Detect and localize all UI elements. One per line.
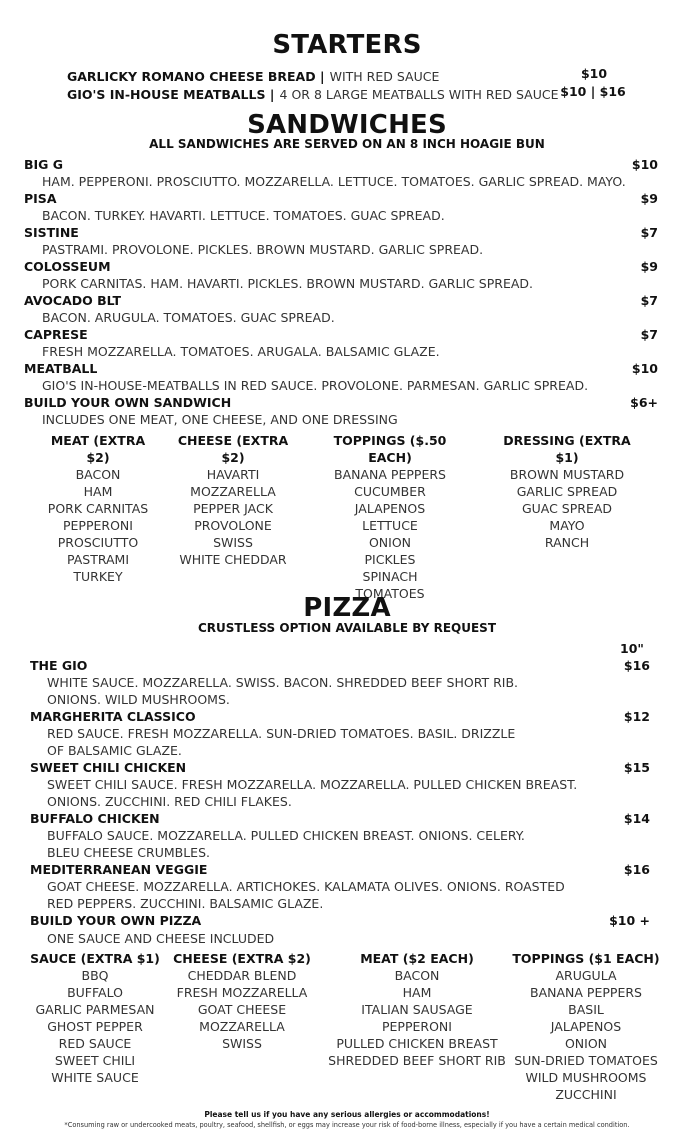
starter-item: [67, 66, 439, 85]
option-item: TURKEY: [73, 569, 123, 584]
option-item: RANCH: [544, 535, 590, 550]
pizza-price: $12: [623, 709, 650, 724]
option-item: CHEDDAR BLEND: [187, 968, 297, 983]
consumption-disclaimer: *Consuming raw or undercooked meats, poultry, seafood, shellfish, or eggs may increase your risk of food-borne illness, especially if you have a certain medical condition.: [64, 1121, 630, 1129]
pizza-cheese-options: [170, 950, 314, 1052]
option-item: BANANA PEPPERS: [530, 985, 642, 1000]
options-header: MEAT (EXTRA $2): [50, 433, 146, 465]
option-item: MOZZARELLA: [199, 1019, 285, 1034]
allergy-note: Please tell us if you have any serious allergies or accommodations!: [204, 1110, 490, 1119]
pizza-desc-cont: ONIONS. ZUCCHINI. RED CHILI FLAKES.: [47, 794, 292, 809]
option-item: BROWN MUSTARD: [509, 467, 625, 482]
option-item: PICKLES: [364, 552, 416, 567]
pizza-desc: BUFFALO SAUCE. MOZZARELLA. PULLED CHICKEN BREAST. ONIONS. CELERY.: [47, 828, 525, 843]
option-item: SWEET CHILI: [54, 1053, 136, 1068]
sandwich-name: BIG G: [24, 157, 64, 172]
option-item: MAYO: [549, 518, 585, 533]
option-item: JALAPENOS: [550, 1019, 622, 1034]
option-item: BANANA PEPPERS: [334, 467, 446, 482]
options-header: TOPPINGS ($.50 EACH): [333, 433, 447, 465]
sandwich-price: $9: [640, 259, 658, 274]
pizza-name: MARGHERITA CLASSICO: [30, 709, 196, 724]
starters-heading: STARTERS: [272, 30, 422, 60]
pizza-desc-cont: BLEU CHEESE CRUMBLES.: [47, 845, 210, 860]
option-item: ITALIAN SAUSAGE: [361, 1002, 473, 1017]
options-header: CHEESE (EXTRA $2): [177, 433, 289, 465]
pizza-heading: PIZZA: [303, 593, 391, 623]
option-item: GOAT CHEESE: [197, 1002, 287, 1017]
pizza-desc-cont: OF BALSAMIC GLAZE.: [47, 743, 182, 758]
option-item: PEPPERONI: [63, 518, 133, 533]
option-item: ONION: [368, 535, 412, 550]
pizza-price: $14: [623, 811, 650, 826]
sandwiches-heading: SANDWICHES: [247, 110, 447, 140]
sandwich-desc: BACON. TURKEY. HAVARTI. LETTUCE. TOMATOES. GUAC SPREAD.: [42, 208, 445, 223]
option-item: BASIL: [568, 1002, 604, 1017]
option-item: HAVARTI: [206, 467, 260, 482]
option-item: PEPPER JACK: [193, 501, 273, 516]
pizza-desc: WHITE SAUCE. MOZZARELLA. SWISS. BACON. SHREDDED BEEF SHORT RIB.: [47, 675, 519, 690]
option-item: TOMATOES: [355, 586, 425, 601]
sandwich-desc: HAM. PEPPERONI. PROSCIUTTO. MOZZARELLA. LETTUCE. TOMATOES. GARLIC SPREAD. MAYO.: [42, 174, 626, 189]
sandwich-desc: FRESH MOZZARELLA. TOMATOES. ARUGALA. BALSAMIC GLAZE.: [42, 344, 440, 359]
option-item: HAM: [83, 484, 113, 499]
pizza-size-label: 10": [620, 641, 644, 656]
option-item: LETTUCE: [362, 518, 418, 533]
pizza-meat-options: [326, 950, 508, 1069]
sandwich-name: AVOCADO BLT: [24, 293, 122, 308]
option-item: SHREDDED BEEF SHORT RIB: [328, 1053, 506, 1068]
sandwich-name: SISTINE: [24, 225, 79, 240]
sandwich-price: $10: [631, 361, 658, 376]
pizza-name: MEDITERRANEAN VEGGIE: [30, 862, 208, 877]
option-item: SWISS: [222, 1036, 262, 1051]
options-header: TOPPINGS ($1 EACH): [512, 951, 660, 966]
options-header: SAUCE (EXTRA $1): [30, 951, 160, 966]
option-item: MOZZARELLA: [190, 484, 276, 499]
option-item: ONION: [564, 1036, 608, 1051]
starter-desc: 4 OR 8 LARGE MEATBALLS WITH RED SAUCE: [279, 87, 559, 102]
starter-price: $10 | $16: [560, 84, 626, 99]
pizza-desc-cont: RED PEPPERS. ZUCCHINI. BALSAMIC GLAZE.: [47, 896, 324, 911]
option-item: ZUCCHINI: [555, 1087, 617, 1102]
sandwich-desc: GIO'S IN-HOUSE-MEATBALLS IN RED SAUCE. PROVOLONE. PARMESAN. GARLIC SPREAD.: [42, 378, 589, 393]
option-item: BBQ: [81, 968, 109, 983]
starter-name: GARLICKY ROMANO CHEESE BREAD |: [67, 69, 325, 84]
pizza-desc: SWEET CHILI SAUCE. FRESH MOZZARELLA. MOZZARELLA. PULLED CHICKEN BREAST.: [47, 777, 578, 792]
option-item: PROVOLONE: [194, 518, 272, 533]
sandwich-price: $10: [631, 157, 658, 172]
option-item: SUN-DRIED TOMATOES: [514, 1053, 658, 1068]
starter-price: $10: [580, 66, 608, 81]
sandwich-price: $7: [640, 225, 658, 240]
option-item: GHOST PEPPER: [47, 1019, 143, 1034]
option-item: WHITE CHEDDAR: [179, 552, 287, 567]
starter-name: GIO'S IN-HOUSE MEATBALLS |: [67, 87, 275, 102]
pizza-name: THE GIO: [30, 658, 88, 673]
sandwich-toppings-options: [310, 432, 470, 602]
option-item: GARLIC SPREAD: [516, 484, 618, 499]
options-header: DRESSING (EXTRA $1): [503, 433, 631, 465]
sandwich-dressing-options: [490, 432, 644, 551]
option-item: BACON: [75, 467, 121, 482]
pizza-desc-cont: ONIONS. WILD MUSHROOMS.: [47, 692, 230, 707]
option-item: PROSCIUTTO: [57, 535, 139, 550]
sandwich-name: MEATBALL: [24, 361, 98, 376]
sandwich-desc: PASTRAMI. PROVOLONE. PICKLES. BROWN MUSTARD. GARLIC SPREAD.: [42, 242, 484, 257]
pizza-price: $16: [623, 658, 650, 673]
option-item: SWISS: [213, 535, 253, 550]
starter-item: [67, 84, 559, 103]
sandwich-price: $7: [640, 327, 658, 342]
pizza-desc: RED SAUCE. FRESH MOZZARELLA. SUN-DRIED TOMATOES. BASIL. DRIZZLE: [47, 726, 516, 741]
sandwich-price: $6+: [630, 395, 658, 410]
option-item: HAM: [402, 985, 432, 1000]
option-item: GARLIC PARMESAN: [35, 1002, 155, 1017]
option-item: SPINACH: [362, 569, 418, 584]
option-item: GUAC SPREAD: [521, 501, 613, 516]
option-item: RED SAUCE: [58, 1036, 132, 1051]
options-header: CHEESE (EXTRA $2): [173, 951, 311, 966]
option-item: BUFFALO: [67, 985, 123, 1000]
pizza-desc: GOAT CHEESE. MOZZARELLA. ARTICHOKES. KALAMATA OLIVES. ONIONS. ROASTED: [47, 879, 565, 894]
option-item: BACON: [394, 968, 440, 983]
sandwich-name: CAPRESE: [24, 327, 88, 342]
pizza-name: SWEET CHILI CHICKEN: [30, 760, 187, 775]
option-item: WHITE SAUCE: [51, 1070, 139, 1085]
pizza-name: BUFFALO CHICKEN: [30, 811, 160, 826]
pizza-sauce-options: [24, 950, 166, 1086]
sandwich-desc: PORK CARNITAS. HAM. HAVARTI. PICKLES. BROWN MUSTARD. GARLIC SPREAD.: [42, 276, 534, 291]
pizza-desc: ONE SAUCE AND CHEESE INCLUDED: [47, 931, 275, 946]
pizza-price: $15: [623, 760, 650, 775]
sandwich-cheese-options: [166, 432, 300, 568]
pizza-toppings-options: [508, 950, 664, 1103]
pizza-name: BUILD YOUR OWN PIZZA: [30, 913, 202, 928]
option-item: WILD MUSHROOMS: [525, 1070, 647, 1085]
sandwich-name: BUILD YOUR OWN SANDWICH: [24, 395, 232, 410]
option-item: JALAPENOS: [354, 501, 426, 516]
pizza-subtitle: CRUSTLESS OPTION AVAILABLE BY REQUEST: [197, 621, 497, 635]
sandwich-price: $9: [640, 191, 658, 206]
sandwich-desc: INCLUDES ONE MEAT, ONE CHEESE, AND ONE DRESSING: [42, 412, 398, 427]
sandwich-price: $7: [640, 293, 658, 308]
sandwich-name: COLOSSEUM: [24, 259, 111, 274]
option-item: CUCUMBER: [354, 484, 426, 499]
sandwich-meat-options: [38, 432, 158, 585]
option-item: ARUGULA: [555, 968, 617, 983]
option-item: FRESH MOZZARELLA: [176, 985, 308, 1000]
option-item: PULLED CHICKEN BREAST: [336, 1036, 498, 1051]
options-header: MEAT ($2 EACH): [360, 951, 474, 966]
option-item: PASTRAMI: [66, 552, 130, 567]
sandwich-desc: BACON. ARUGULA. TOMATOES. GUAC SPREAD.: [42, 310, 335, 325]
pizza-price: $16: [623, 862, 650, 877]
starter-desc: WITH RED SAUCE: [329, 69, 440, 84]
sandwich-name: PISA: [24, 191, 57, 206]
sandwiches-subtitle: ALL SANDWICHES ARE SERVED ON AN 8 INCH HOAGIE BUN: [149, 137, 545, 151]
option-item: PEPPERONI: [382, 1019, 452, 1034]
option-item: PORK CARNITAS: [47, 501, 149, 516]
pizza-price: $10 +: [609, 913, 650, 928]
